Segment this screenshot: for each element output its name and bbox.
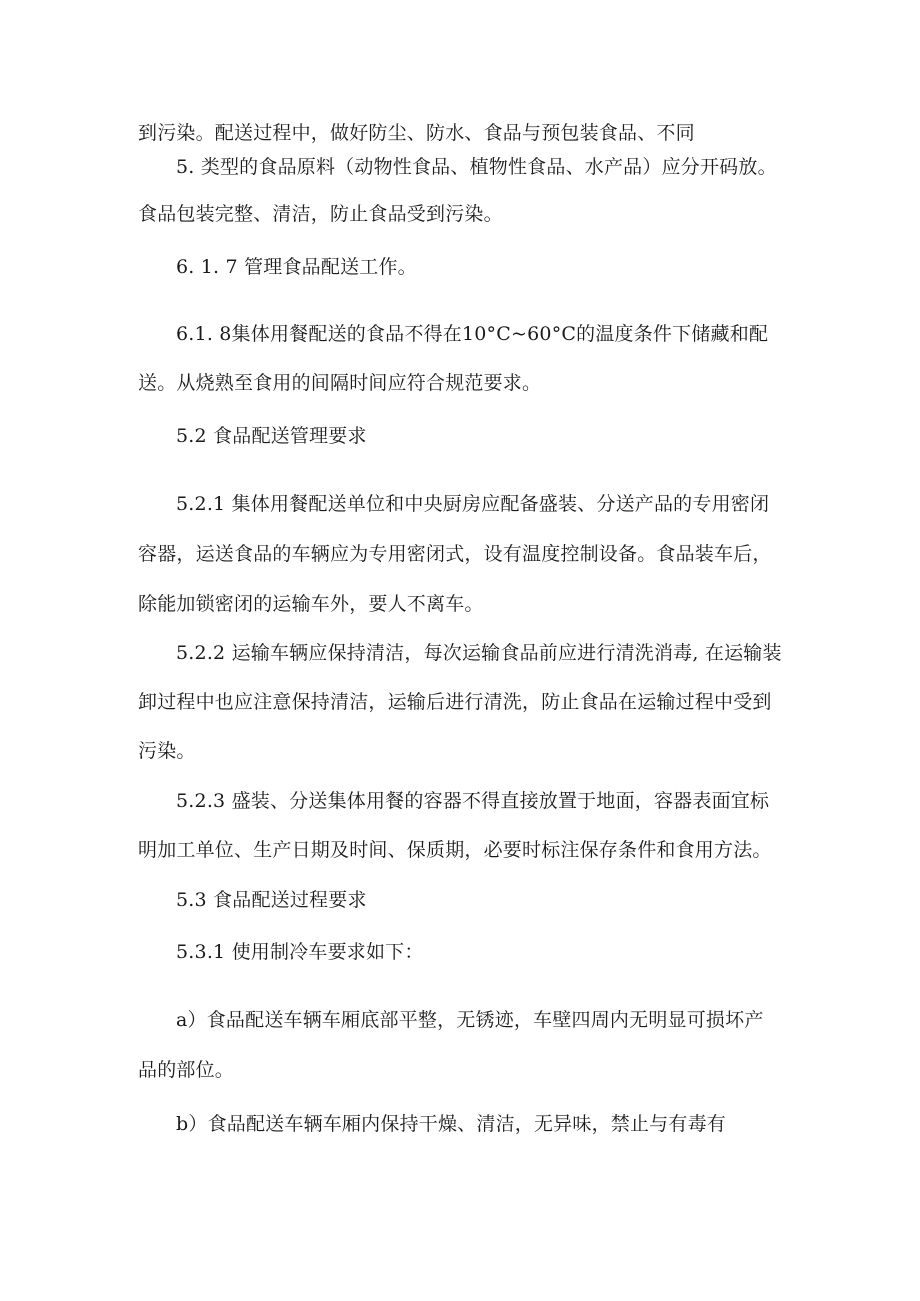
text-line: 5.3.1 使用制冷车要求如下： — [176, 941, 424, 963]
text-line: 5.2.1 集体用餐配送单位和中央厨房应配备盛装、分送产品的专用密闭 — [176, 493, 770, 515]
text-line: 卸过程中也应注意保持清洁，运输后进行清洗，防止食品在运输过程中受到 — [138, 691, 772, 713]
text-line: 5.2.3 盛装、分送集体用餐的容器不得直接放置于地面，容器表面宜标 — [176, 790, 770, 812]
text-line: 5.2 食品配送管理要求 — [176, 425, 367, 447]
text-line: 污染。 — [138, 740, 196, 762]
text-line: 品的部位。 — [138, 1059, 235, 1081]
text-line: 送。从烧熟至食用的间隔时间应符合规范要求。 — [138, 372, 542, 394]
text-line: 容器，运送食品的车辆应为专用密闭式，设有温度控制设备。食品装车后， — [138, 543, 772, 565]
text-line: 5.3 食品配送过程要求 — [176, 889, 367, 911]
text-line: 5. 类型的食品原料（动物性食品、植物性食品、水产品）应分开码放。 — [176, 156, 777, 178]
text-line: 到污染。配送过程中，做好防尘、防水、食品与预包装食品、不同 — [138, 122, 695, 144]
text-line: 除能加锁密闭的运输车外，要人不离车。 — [138, 593, 484, 615]
text-line: 6. 1. 7 管理食品配送工作。 — [176, 256, 417, 278]
text-line: 5.2.2 运输车辆应保持清洁，每次运输食品前应进行清洗消毒, 在运输装 — [176, 642, 782, 664]
text-line: 6.1. 8集体用餐配送的食品不得在10°C~60°C的温度条件下储藏和配 — [176, 323, 769, 345]
text-line: a）食品配送车辆车厢底部平整，无锈迹，车壁四周内无明显可损坏产 — [176, 1009, 764, 1031]
text-line: 食品包装完整、清洁，防止食品受到污染。 — [138, 203, 503, 225]
text-line: b）食品配送车辆车厢内保持干燥、清洁，无异味，禁止与有毒有 — [176, 1113, 726, 1135]
text-line: 明加工单位、生产日期及时间、保质期，必要时标注保存条件和食用方法。 — [138, 839, 772, 861]
